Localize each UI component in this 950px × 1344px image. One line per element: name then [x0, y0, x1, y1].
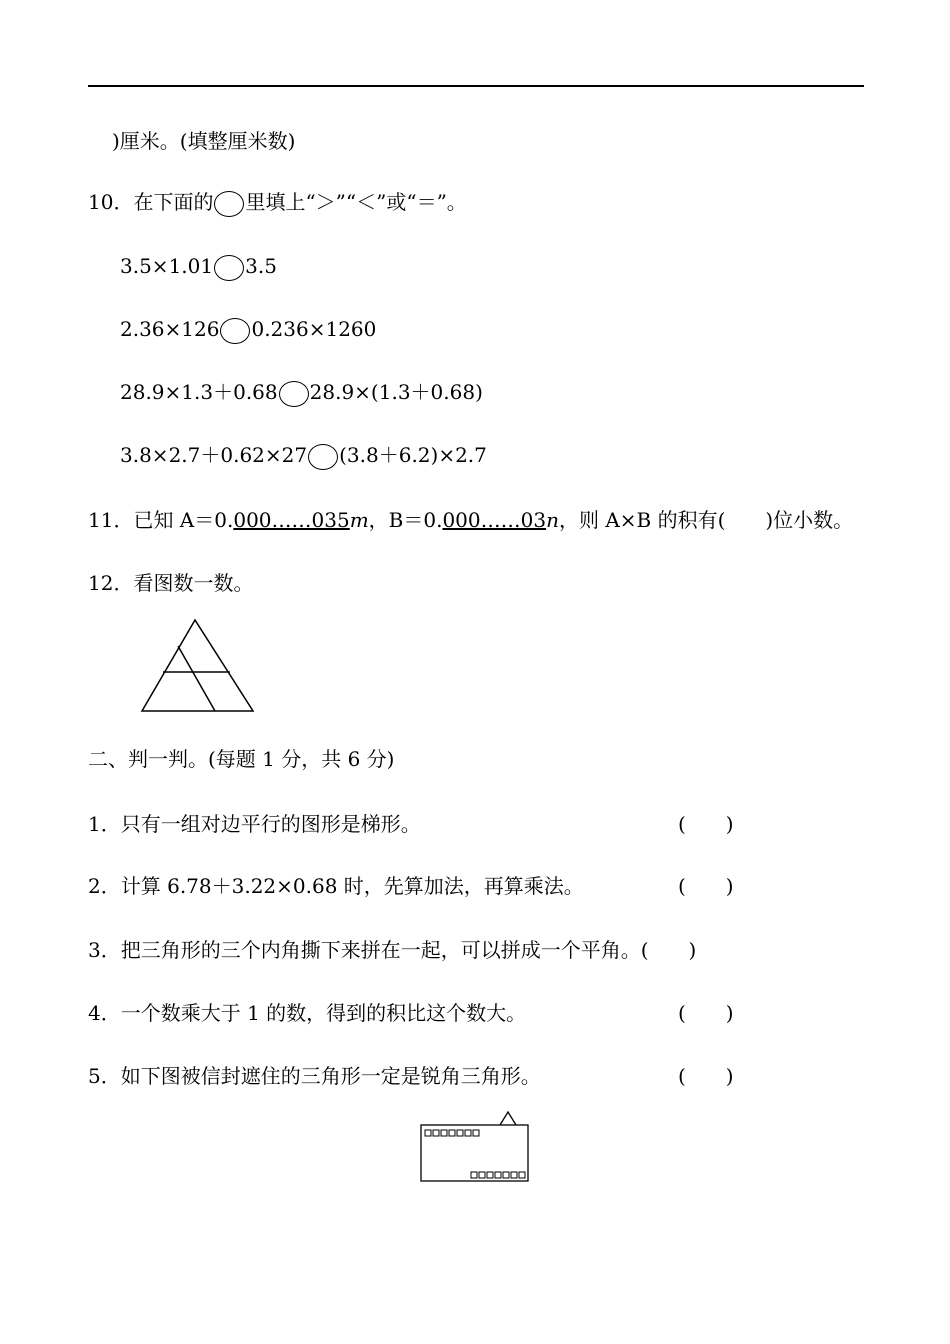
q10-number: 10． — [88, 190, 134, 214]
item-number: 2． — [88, 874, 121, 898]
q11-b-var: n — [546, 508, 559, 532]
row-right-expr: (3.8＋6.2)×2.7 — [339, 443, 487, 467]
item-text: 计算 6.78＋3.22×0.68 时，先算加法，再算乘法。 — [120, 874, 584, 898]
answer-blank-2[interactable]: ( ) — [678, 874, 734, 898]
q11-a-prefix: 已知 A＝0. — [133, 508, 234, 532]
q9-tail: )厘米。(填整厘米数) — [112, 129, 296, 153]
answer-blank-4[interactable]: ( ) — [678, 1001, 734, 1025]
q11-suffix: ，则 A×B 的积有( )位小数。 — [558, 508, 854, 532]
row-right-expr: 3.5 — [245, 254, 277, 278]
row-left-expr: 2.36×126 — [120, 317, 220, 341]
q12-text: 看图数一数。 — [133, 571, 254, 595]
item-text: 如下图被信封遮住的三角形一定是锐角三角形。 — [120, 1064, 541, 1088]
item-text: 一个数乘大于 1 的数，得到的积比这个数大。 — [120, 1001, 527, 1025]
item-text: 只有一组对边平行的图形是梯形。 — [120, 812, 421, 836]
q10-text-before: 在下面的 — [133, 190, 214, 214]
row-left-expr: 28.9×1.3＋0.68 — [120, 380, 278, 404]
q10-text-after: 里填上“＞”“＜”或“＝”。 — [245, 190, 467, 214]
q11-b-digits: 000……03 — [442, 508, 547, 532]
item-number: 3． — [88, 938, 121, 962]
item-number: 5． — [88, 1064, 121, 1088]
row-left-expr: 3.5×1.01 — [120, 254, 214, 278]
envelope-icon — [421, 1125, 528, 1181]
item-number: 4． — [88, 1001, 121, 1025]
row-right-expr: 28.9×(1.3＋0.68) — [309, 380, 483, 404]
item-number: 1． — [88, 812, 121, 836]
q12-number: 12． — [88, 571, 134, 595]
q11-number: 11． — [88, 508, 134, 532]
section2-heading: 二、判一判。(每题 1 分，共 6 分) — [88, 747, 395, 771]
triangle-tip — [500, 1112, 516, 1125]
q11-a-digits: 000……035 — [233, 508, 350, 532]
row-right-expr: 0.236×1260 — [251, 317, 377, 341]
item-text: 把三角形的三个内角撕下来拼在一起，可以拼成一个平角。( ) — [120, 938, 697, 962]
row-left-expr: 3.8×2.7＋0.62×27 — [120, 443, 308, 467]
answer-blank-1[interactable]: ( ) — [678, 812, 734, 836]
q11-a-var: m — [349, 508, 369, 532]
postcode-boxes-top — [425, 1130, 479, 1136]
postcode-boxes-bottom — [471, 1172, 525, 1178]
q11-b-prefix: ，B＝0. — [368, 508, 443, 532]
answer-blank-5[interactable]: ( ) — [678, 1064, 734, 1088]
